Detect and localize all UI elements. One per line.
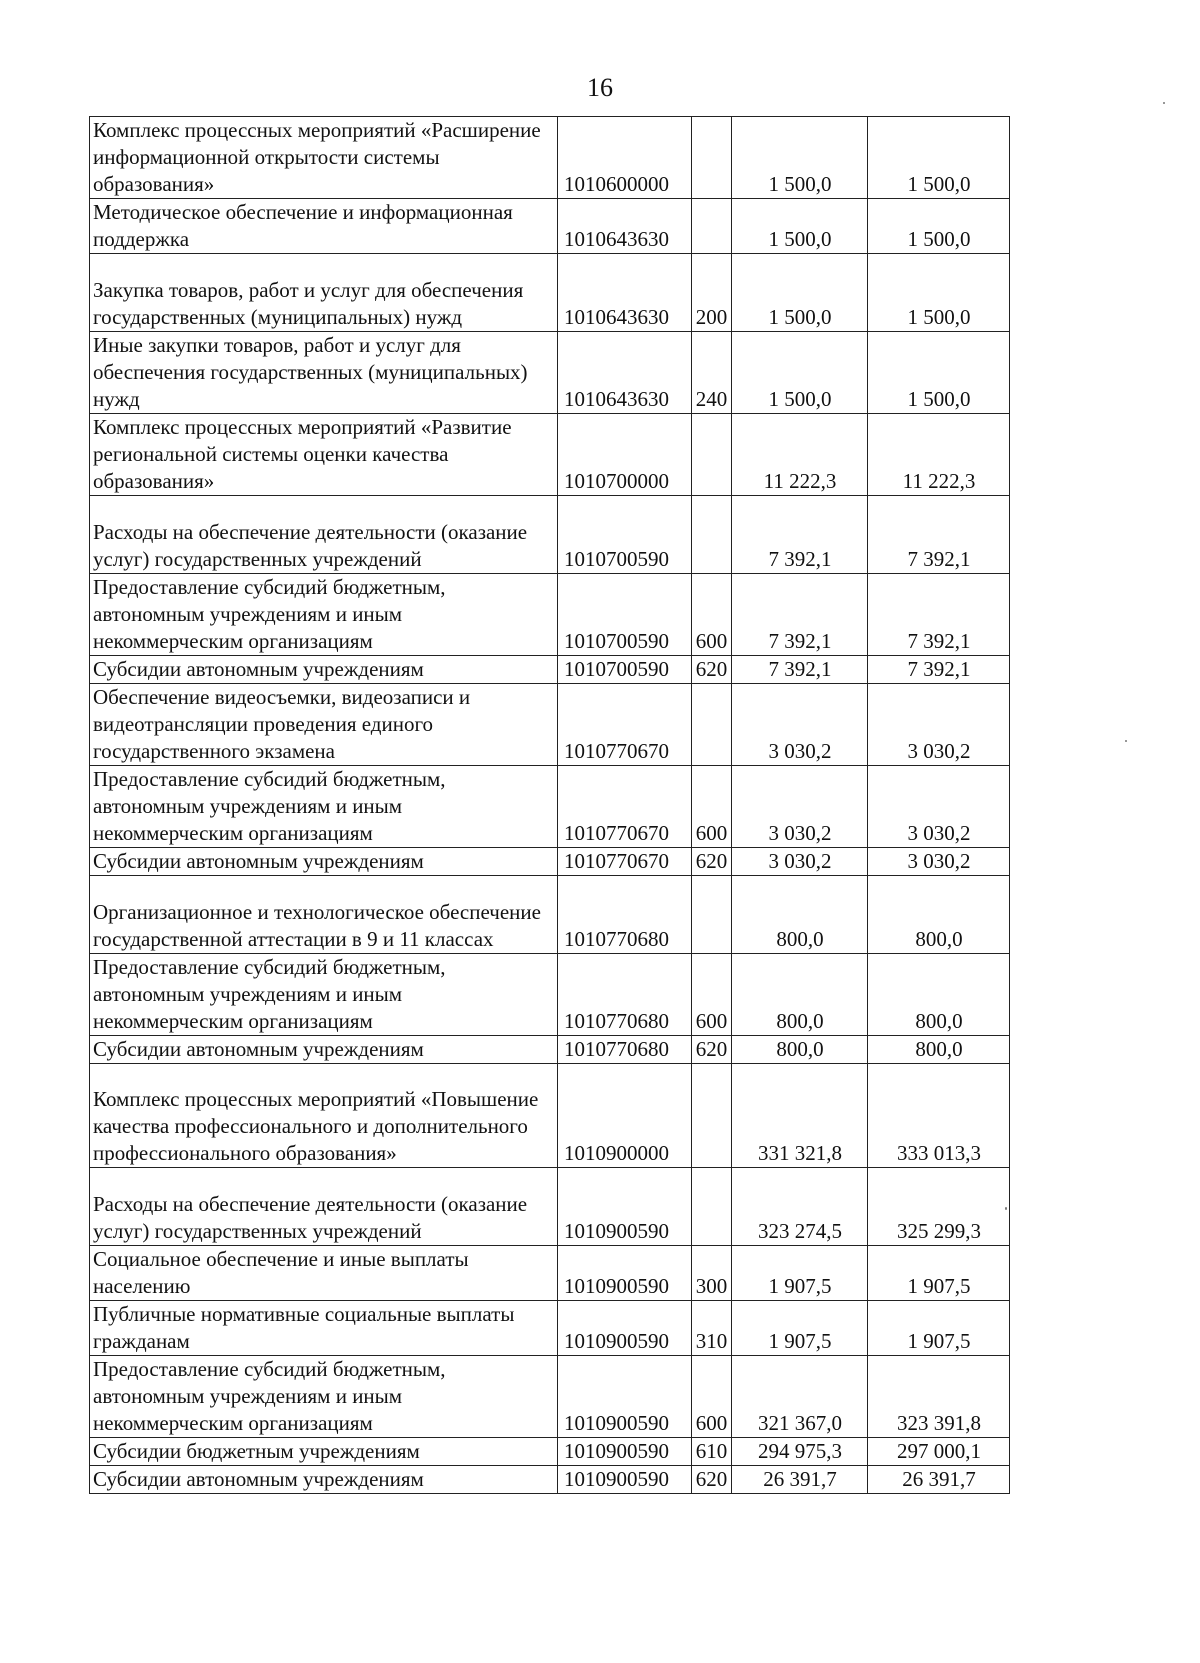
row-expense-type-cell: 300 — [692, 1246, 732, 1301]
row-name-cell: Организационное и технологическое обеспечение государственной аттестации в 9 и 11 классах — [90, 876, 558, 954]
row-expense-type-cell — [692, 414, 732, 496]
row-name-cell: Субсидии автономным учреждениям — [90, 848, 558, 876]
row-code-cell: 1010770680 — [558, 1036, 692, 1064]
row-amount-year1-cell: 1 500,0 — [732, 199, 868, 254]
row-name-cell: Субсидии автономным учреждениям — [90, 656, 558, 684]
row-name-cell: Предоставление субсидий бюджетным, автономным учреждениям и иным некоммерческим организациям — [90, 1356, 558, 1438]
row-code-cell: 1010900590 — [558, 1466, 692, 1494]
row-amount-year2-cell: 1 500,0 — [868, 254, 1010, 332]
row-expense-type-cell — [692, 199, 732, 254]
row-amount-year2-cell: 1 500,0 — [868, 332, 1010, 414]
row-amount-year1-cell: 1 500,0 — [732, 254, 868, 332]
row-code-cell: 1010900000 — [558, 1064, 692, 1168]
row-amount-year1-cell: 1 907,5 — [732, 1301, 868, 1356]
row-amount-year1-cell: 1 500,0 — [732, 332, 868, 414]
row-code-cell: 1010700590 — [558, 496, 692, 574]
row-expense-type-cell — [692, 496, 732, 574]
row-expense-type-cell — [692, 684, 732, 766]
row-amount-year2-cell: 1 500,0 — [868, 199, 1010, 254]
row-name-cell: Предоставление субсидий бюджетным, автономным учреждениям и иным некоммерческим организациям — [90, 574, 558, 656]
table-row — [90, 848, 1010, 876]
row-name-cell: Обеспечение видеосъемки, видеозаписи и видеотрансляции проведения единого государственного экзамена — [90, 684, 558, 766]
row-name-cell: Субсидии бюджетным учреждениям — [90, 1438, 558, 1466]
row-amount-year2-cell: 323 391,8 — [868, 1356, 1010, 1438]
row-amount-year2-cell: 800,0 — [868, 876, 1010, 954]
row-amount-year2-cell: 7 392,1 — [868, 496, 1010, 574]
row-code-cell: 1010900590 — [558, 1168, 692, 1246]
row-name-cell: Комплекс процессных мероприятий «Развитие региональной системы оценки качества образования» — [90, 414, 558, 496]
budget-table — [89, 116, 1010, 1494]
table-row — [90, 414, 1010, 496]
row-amount-year2-cell: 11 222,3 — [868, 414, 1010, 496]
row-code-cell: 1010900590 — [558, 1438, 692, 1466]
row-amount-year1-cell: 26 391,7 — [732, 1466, 868, 1494]
row-amount-year1-cell: 7 392,1 — [732, 574, 868, 656]
row-name-cell: Публичные нормативные социальные выплаты гражданам — [90, 1301, 558, 1356]
row-amount-year2-cell: 297 000,1 — [868, 1438, 1010, 1466]
table-row — [90, 1301, 1010, 1356]
row-expense-type-cell: 600 — [692, 574, 732, 656]
row-code-cell: 1010643630 — [558, 254, 692, 332]
row-amount-year2-cell: 26 391,7 — [868, 1466, 1010, 1494]
row-expense-type-cell: 620 — [692, 848, 732, 876]
row-amount-year2-cell: 800,0 — [868, 954, 1010, 1036]
row-code-cell: 1010770670 — [558, 766, 692, 848]
row-code-cell: 1010700590 — [558, 656, 692, 684]
row-expense-type-cell: 600 — [692, 766, 732, 848]
row-amount-year1-cell: 7 392,1 — [732, 496, 868, 574]
row-code-cell: 1010643630 — [558, 199, 692, 254]
row-name-cell: Субсидии автономным учреждениям — [90, 1036, 558, 1064]
row-amount-year1-cell: 3 030,2 — [732, 848, 868, 876]
row-amount-year1-cell: 294 975,3 — [732, 1438, 868, 1466]
scan-speck — [1005, 1207, 1007, 1210]
row-name-cell: Расходы на обеспечение деятельности (оказание услуг) государственных учреждений — [90, 496, 558, 574]
table-row — [90, 254, 1010, 332]
row-code-cell: 1010770680 — [558, 876, 692, 954]
row-amount-year1-cell: 1 907,5 — [732, 1246, 868, 1301]
row-expense-type-cell: 600 — [692, 1356, 732, 1438]
row-code-cell: 1010900590 — [558, 1301, 692, 1356]
row-amount-year2-cell: 3 030,2 — [868, 848, 1010, 876]
row-code-cell: 1010900590 — [558, 1356, 692, 1438]
row-amount-year1-cell: 331 321,8 — [732, 1064, 868, 1168]
row-amount-year1-cell: 323 274,5 — [732, 1168, 868, 1246]
row-amount-year1-cell: 1 500,0 — [732, 117, 868, 199]
table-row — [90, 496, 1010, 574]
row-code-cell: 1010700000 — [558, 414, 692, 496]
row-amount-year2-cell: 7 392,1 — [868, 656, 1010, 684]
row-expense-type-cell: 200 — [692, 254, 732, 332]
scan-speck — [1125, 740, 1127, 742]
table-row — [90, 876, 1010, 954]
row-code-cell: 1010770670 — [558, 848, 692, 876]
row-expense-type-cell — [692, 1168, 732, 1246]
row-expense-type-cell: 620 — [692, 656, 732, 684]
row-code-cell: 1010600000 — [558, 117, 692, 199]
row-expense-type-cell — [692, 876, 732, 954]
row-amount-year1-cell: 3 030,2 — [732, 766, 868, 848]
row-code-cell: 1010770670 — [558, 684, 692, 766]
row-amount-year1-cell: 800,0 — [732, 954, 868, 1036]
row-name-cell: Субсидии автономным учреждениям — [90, 1466, 558, 1494]
row-code-cell: 1010643630 — [558, 332, 692, 414]
page-number: 16 — [587, 73, 613, 102]
row-name-cell: Предоставление субсидий бюджетным, автономным учреждениям и иным некоммерческим организациям — [90, 766, 558, 848]
row-amount-year2-cell: 800,0 — [868, 1036, 1010, 1064]
row-name-cell: Закупка товаров, работ и услуг для обеспечения государственных (муниципальных) нужд — [90, 254, 558, 332]
row-expense-type-cell: 240 — [692, 332, 732, 414]
row-amount-year1-cell: 11 222,3 — [732, 414, 868, 496]
row-name-cell: Расходы на обеспечение деятельности (оказание услуг) государственных учреждений — [90, 1168, 558, 1246]
row-name-cell: Иные закупки товаров, работ и услуг для обеспечения государственных (муниципальных) нужд — [90, 332, 558, 414]
table-row — [90, 574, 1010, 656]
table-row — [90, 1064, 1010, 1168]
row-code-cell: 1010700590 — [558, 574, 692, 656]
table-row — [90, 1036, 1010, 1064]
row-expense-type-cell: 610 — [692, 1438, 732, 1466]
row-name-cell: Методическое обеспечение и информационная поддержка — [90, 199, 558, 254]
row-amount-year2-cell: 3 030,2 — [868, 766, 1010, 848]
table-row — [90, 1438, 1010, 1466]
table-row — [90, 1356, 1010, 1438]
budget-table-body — [90, 117, 1010, 1494]
table-row — [90, 199, 1010, 254]
row-name-cell: Комплекс процессных мероприятий «Повышение качества профессионального и дополнительного профессионального образования» — [90, 1064, 558, 1168]
row-expense-type-cell: 620 — [692, 1466, 732, 1494]
row-amount-year1-cell: 800,0 — [732, 1036, 868, 1064]
table-row — [90, 954, 1010, 1036]
row-name-cell: Предоставление субсидий бюджетным, автономным учреждениям и иным некоммерческим организациям — [90, 954, 558, 1036]
row-expense-type-cell: 310 — [692, 1301, 732, 1356]
row-amount-year2-cell: 1 500,0 — [868, 117, 1010, 199]
table-row — [90, 1466, 1010, 1494]
row-expense-type-cell — [692, 1064, 732, 1168]
table-row — [90, 117, 1010, 199]
row-expense-type-cell: 600 — [692, 954, 732, 1036]
row-amount-year1-cell: 800,0 — [732, 876, 868, 954]
row-amount-year2-cell: 7 392,1 — [868, 574, 1010, 656]
table-row — [90, 1246, 1010, 1301]
table-row — [90, 332, 1010, 414]
row-expense-type-cell: 620 — [692, 1036, 732, 1064]
row-name-cell: Социальное обеспечение и иные выплаты населению — [90, 1246, 558, 1301]
row-expense-type-cell — [692, 117, 732, 199]
table-row — [90, 1168, 1010, 1246]
row-code-cell: 1010770680 — [558, 954, 692, 1036]
table-row — [90, 766, 1010, 848]
scan-speck — [1163, 102, 1165, 104]
row-amount-year1-cell: 321 367,0 — [732, 1356, 868, 1438]
row-amount-year2-cell: 325 299,3 — [868, 1168, 1010, 1246]
row-amount-year2-cell: 333 013,3 — [868, 1064, 1010, 1168]
row-code-cell: 1010900590 — [558, 1246, 692, 1301]
row-amount-year2-cell: 1 907,5 — [868, 1246, 1010, 1301]
table-row — [90, 656, 1010, 684]
row-name-cell: Комплекс процессных мероприятий «Расширение информационной открытости системы образования» — [90, 117, 558, 199]
row-amount-year1-cell: 7 392,1 — [732, 656, 868, 684]
table-row — [90, 684, 1010, 766]
row-amount-year2-cell: 3 030,2 — [868, 684, 1010, 766]
row-amount-year1-cell: 3 030,2 — [732, 684, 868, 766]
row-amount-year2-cell: 1 907,5 — [868, 1301, 1010, 1356]
